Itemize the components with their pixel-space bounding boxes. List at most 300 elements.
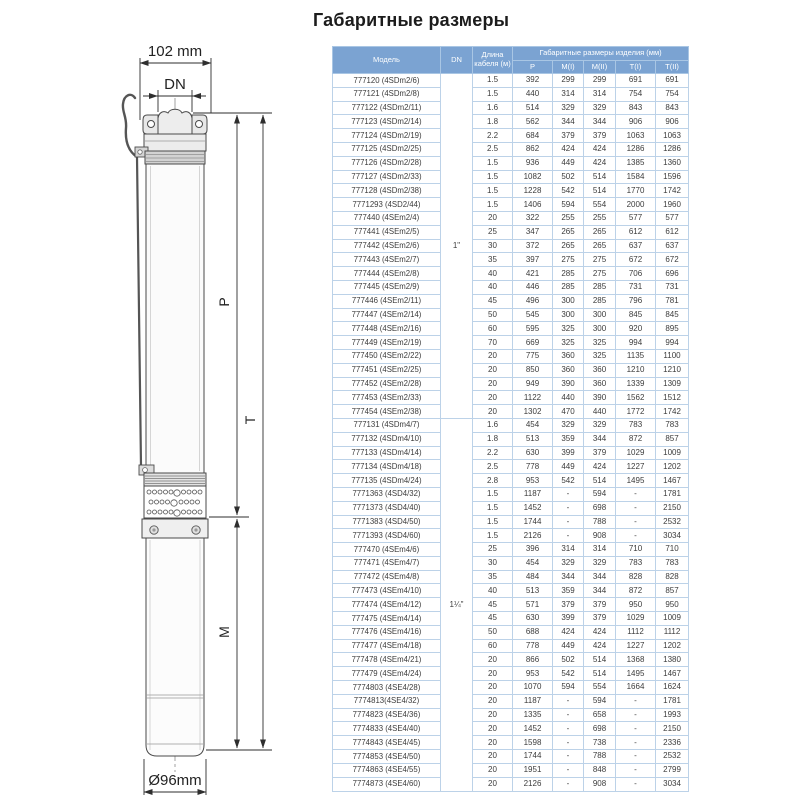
table-row — [333, 515, 689, 529]
m2-cell: 424 — [584, 142, 616, 156]
cable-length-cell: 20 — [473, 667, 513, 681]
model-cell: 7771373 (4SD4/40) — [333, 501, 441, 515]
t1-cell: 754 — [616, 87, 656, 101]
t1-cell: 843 — [616, 101, 656, 115]
t1-cell: 1664 — [616, 681, 656, 695]
p-cell: 866 — [513, 653, 553, 667]
t2-cell: 1202 — [656, 639, 689, 653]
m1-cell: - — [553, 501, 584, 515]
t1-cell: - — [616, 763, 656, 777]
cable-length-cell: 45 — [473, 598, 513, 612]
table-row — [333, 556, 689, 570]
table-row — [333, 584, 689, 598]
p-cell: 1452 — [513, 501, 553, 515]
m1-cell: 594 — [553, 681, 584, 695]
t2-cell: 672 — [656, 253, 689, 267]
m2-cell: 514 — [584, 667, 616, 681]
t2-cell: 857 — [656, 584, 689, 598]
cable-length-cell: 2.2 — [473, 129, 513, 143]
t2-cell: 2532 — [656, 515, 689, 529]
t1-cell: 1339 — [616, 377, 656, 391]
table-row — [333, 405, 689, 419]
cable-length-cell: 20 — [473, 377, 513, 391]
t2-cell: 1624 — [656, 681, 689, 695]
cable-length-cell: 20 — [473, 694, 513, 708]
model-cell: 777120 (4SDm2/6) — [333, 74, 441, 88]
p-cell: 513 — [513, 432, 553, 446]
cable-length-cell: 1.6 — [473, 101, 513, 115]
m2-cell: 738 — [584, 736, 616, 750]
t1-cell: 1772 — [616, 405, 656, 419]
t1-cell: 1770 — [616, 184, 656, 198]
t1-cell: 994 — [616, 336, 656, 350]
cable-length-cell: 2.8 — [473, 474, 513, 488]
m1-cell: 314 — [553, 543, 584, 557]
model-cell: 777470 (4SEm4/6) — [333, 543, 441, 557]
m1-cell: 399 — [553, 446, 584, 460]
table-row — [333, 253, 689, 267]
model-cell: 777449 (4SEm2/19) — [333, 336, 441, 350]
t1-cell: 1286 — [616, 142, 656, 156]
model-cell: 7771293 (4SD2/44) — [333, 198, 441, 212]
t2-cell: 1993 — [656, 708, 689, 722]
model-cell: 777135 (4SDm4/24) — [333, 474, 441, 488]
m1-cell: 424 — [553, 625, 584, 639]
p-cell: 2126 — [513, 777, 553, 791]
t1-cell: 637 — [616, 239, 656, 253]
m2-cell: 379 — [584, 129, 616, 143]
m1-cell: - — [553, 515, 584, 529]
t1-cell: 2000 — [616, 198, 656, 212]
model-cell: 777131 (4SDm4/7) — [333, 418, 441, 432]
t1-cell: 950 — [616, 598, 656, 612]
m2-cell: 329 — [584, 556, 616, 570]
p-cell: 1744 — [513, 750, 553, 764]
p-cell: 778 — [513, 460, 553, 474]
table-row — [333, 115, 689, 129]
m2-cell: 514 — [584, 653, 616, 667]
t2-cell: 1360 — [656, 156, 689, 170]
t1-cell: 1063 — [616, 129, 656, 143]
table-row — [333, 529, 689, 543]
t2-cell: 2150 — [656, 722, 689, 736]
t2-cell: 1596 — [656, 170, 689, 184]
m2-cell: 698 — [584, 501, 616, 515]
cable-length-cell: 20 — [473, 763, 513, 777]
t1-cell: 1227 — [616, 460, 656, 474]
cable-length-cell: 30 — [473, 556, 513, 570]
model-cell: 777127 (4SDm2/33) — [333, 170, 441, 184]
m2-cell: 344 — [584, 570, 616, 584]
model-cell: 777471 (4SEm4/7) — [333, 556, 441, 570]
m1-cell: 285 — [553, 280, 584, 294]
cable-length-cell: 1.5 — [473, 156, 513, 170]
cable-length-cell: 1.5 — [473, 184, 513, 198]
table-row — [333, 681, 689, 695]
dim-label-width: 102 mm — [147, 43, 203, 60]
p-cell: 440 — [513, 87, 553, 101]
p-cell: 775 — [513, 349, 553, 363]
model-cell: 7774863 (4SE4/55) — [333, 763, 441, 777]
t2-cell: 577 — [656, 211, 689, 225]
t2-cell: 3034 — [656, 777, 689, 791]
col-header-m1: M(I) — [553, 61, 584, 74]
t1-cell: - — [616, 515, 656, 529]
m2-cell: 379 — [584, 612, 616, 626]
p-cell: 630 — [513, 446, 553, 460]
table-row — [333, 129, 689, 143]
model-cell: 777121 (4SDm2/8) — [333, 87, 441, 101]
table-row — [333, 612, 689, 626]
p-cell: 688 — [513, 625, 553, 639]
cable-length-cell: 1.5 — [473, 529, 513, 543]
cable-length-cell: 45 — [473, 294, 513, 308]
model-cell: 7774843 (4SE4/45) — [333, 736, 441, 750]
m2-cell: 285 — [584, 294, 616, 308]
p-cell: 1406 — [513, 198, 553, 212]
table-row — [333, 598, 689, 612]
p-cell: 949 — [513, 377, 553, 391]
t1-cell: 731 — [616, 280, 656, 294]
m2-cell: 440 — [584, 405, 616, 419]
model-cell: 7774813(4SE4/32) — [333, 694, 441, 708]
dim-label-diameter: Ø96mm — [148, 772, 202, 789]
m2-cell: 514 — [584, 184, 616, 198]
table-row — [333, 487, 689, 501]
t1-cell: 577 — [616, 211, 656, 225]
cable-length-cell: 20 — [473, 681, 513, 695]
t2-cell: 1100 — [656, 349, 689, 363]
t2-cell: 2532 — [656, 750, 689, 764]
p-cell: 595 — [513, 322, 553, 336]
t2-cell: 696 — [656, 267, 689, 281]
model-cell: 777452 (4SEm2/28) — [333, 377, 441, 391]
model-cell: 777447 (4SEm2/14) — [333, 308, 441, 322]
table-row — [333, 349, 689, 363]
cable-length-cell: 2.5 — [473, 142, 513, 156]
t1-cell: 1029 — [616, 612, 656, 626]
p-cell: 1452 — [513, 722, 553, 736]
t2-cell: 1512 — [656, 391, 689, 405]
m1-cell: 360 — [553, 363, 584, 377]
m2-cell: 379 — [584, 598, 616, 612]
t2-cell: 1286 — [656, 142, 689, 156]
cable-length-cell: 20 — [473, 653, 513, 667]
m2-cell: 265 — [584, 239, 616, 253]
t2-cell: 1009 — [656, 446, 689, 460]
dn-cell: 1¼" — [441, 418, 473, 791]
m2-cell: 908 — [584, 777, 616, 791]
p-cell: 571 — [513, 598, 553, 612]
m2-cell: 325 — [584, 349, 616, 363]
t1-cell: 1210 — [616, 363, 656, 377]
table-row — [333, 750, 689, 764]
cable-length-cell: 2.2 — [473, 446, 513, 460]
m1-cell: 255 — [553, 211, 584, 225]
model-cell: 777479 (4SEm4/24) — [333, 667, 441, 681]
pump-head — [144, 134, 206, 151]
t1-cell: 845 — [616, 308, 656, 322]
m2-cell: 424 — [584, 460, 616, 474]
table-row — [333, 336, 689, 350]
table-row — [333, 763, 689, 777]
m2-cell: 698 — [584, 722, 616, 736]
p-cell: 1187 — [513, 694, 553, 708]
cable-length-cell: 20 — [473, 736, 513, 750]
table-row — [333, 184, 689, 198]
t2-cell: 895 — [656, 322, 689, 336]
table-row — [333, 708, 689, 722]
m2-cell: 360 — [584, 363, 616, 377]
model-cell: 777476 (4SEm4/16) — [333, 625, 441, 639]
m2-cell: 314 — [584, 543, 616, 557]
m2-cell: 360 — [584, 377, 616, 391]
m1-cell: 359 — [553, 432, 584, 446]
m2-cell: 424 — [584, 625, 616, 639]
p-cell: 1082 — [513, 170, 553, 184]
m1-cell: 542 — [553, 474, 584, 488]
cable-length-cell: 1.5 — [473, 74, 513, 88]
t2-cell: 637 — [656, 239, 689, 253]
cable-length-cell: 20 — [473, 349, 513, 363]
t2-cell: 1009 — [656, 612, 689, 626]
m2-cell: 424 — [584, 639, 616, 653]
p-cell: 421 — [513, 267, 553, 281]
m2-cell: 554 — [584, 681, 616, 695]
table-row — [333, 722, 689, 736]
m1-cell: 329 — [553, 556, 584, 570]
cable-length-cell: 1.5 — [473, 170, 513, 184]
m2-cell: 390 — [584, 391, 616, 405]
m2-cell: 594 — [584, 487, 616, 501]
model-cell: 777132 (4SDm4/10) — [333, 432, 441, 446]
t2-cell: 828 — [656, 570, 689, 584]
m1-cell: 502 — [553, 653, 584, 667]
m1-cell: - — [553, 722, 584, 736]
m2-cell: 848 — [584, 763, 616, 777]
cable-length-cell: 20 — [473, 363, 513, 377]
t2-cell: 843 — [656, 101, 689, 115]
model-cell: 777443 (4SEm2/7) — [333, 253, 441, 267]
m1-cell: 285 — [553, 267, 584, 281]
model-cell: 7774803 (4SE4/28) — [333, 681, 441, 695]
t1-cell: - — [616, 529, 656, 543]
p-cell: 778 — [513, 639, 553, 653]
table-row — [333, 418, 689, 432]
model-cell: 777472 (4SEm4/8) — [333, 570, 441, 584]
p-cell: 1598 — [513, 736, 553, 750]
m2-cell: 300 — [584, 322, 616, 336]
p-cell: 496 — [513, 294, 553, 308]
m2-cell: 594 — [584, 694, 616, 708]
t2-cell: 2336 — [656, 736, 689, 750]
m1-cell: 449 — [553, 639, 584, 653]
m1-cell: 360 — [553, 349, 584, 363]
m1-cell: 379 — [553, 129, 584, 143]
p-cell: 347 — [513, 225, 553, 239]
coupling-flange — [142, 519, 208, 538]
discharge-port — [158, 109, 192, 136]
m2-cell: 424 — [584, 156, 616, 170]
m1-cell: 594 — [553, 198, 584, 212]
t1-cell: 672 — [616, 253, 656, 267]
cable-length-cell: 20 — [473, 750, 513, 764]
t2-cell: 612 — [656, 225, 689, 239]
p-cell: 1122 — [513, 391, 553, 405]
t1-cell: 872 — [616, 584, 656, 598]
dimensions-table — [332, 46, 689, 792]
cable-length-cell: 45 — [473, 612, 513, 626]
m1-cell: - — [553, 777, 584, 791]
table-row — [333, 211, 689, 225]
cable-length-cell: 35 — [473, 253, 513, 267]
t2-cell: 1063 — [656, 129, 689, 143]
p-cell: 446 — [513, 280, 553, 294]
model-cell: 777122 (4SDm2/11) — [333, 101, 441, 115]
model-cell: 7771363 (4SD4/32) — [333, 487, 441, 501]
m1-cell: 329 — [553, 418, 584, 432]
p-cell: 545 — [513, 308, 553, 322]
m1-cell: 265 — [553, 225, 584, 239]
t2-cell: 1210 — [656, 363, 689, 377]
model-cell: 777448 (4SEm2/16) — [333, 322, 441, 336]
col-header-cable-length: Длина кабеля (м) — [473, 47, 513, 74]
t2-cell: 950 — [656, 598, 689, 612]
t2-cell: 906 — [656, 115, 689, 129]
cable-length-cell: 1.5 — [473, 515, 513, 529]
p-cell: 1302 — [513, 405, 553, 419]
t2-cell: 1467 — [656, 667, 689, 681]
m1-cell: 359 — [553, 584, 584, 598]
cable-length-cell: 60 — [473, 322, 513, 336]
m2-cell: 379 — [584, 446, 616, 460]
dn-cell: 1" — [441, 74, 473, 419]
p-cell: 322 — [513, 211, 553, 225]
m1-cell: 299 — [553, 74, 584, 88]
col-header-t2: T(II) — [656, 61, 689, 74]
table-row — [333, 653, 689, 667]
m1-cell: - — [553, 763, 584, 777]
t2-cell: 3034 — [656, 529, 689, 543]
t1-cell: 691 — [616, 74, 656, 88]
pump-body — [146, 164, 204, 473]
p-cell: 484 — [513, 570, 553, 584]
t2-cell: 1960 — [656, 198, 689, 212]
m2-cell: 658 — [584, 708, 616, 722]
m2-cell: 788 — [584, 515, 616, 529]
cable-length-cell: 20 — [473, 777, 513, 791]
cable-length-cell: 1.8 — [473, 432, 513, 446]
t2-cell: 2150 — [656, 501, 689, 515]
m1-cell: - — [553, 529, 584, 543]
m1-cell: 399 — [553, 612, 584, 626]
m1-cell: 300 — [553, 294, 584, 308]
cable-length-cell: 1.6 — [473, 418, 513, 432]
dim-label-pump-length: P — [216, 297, 232, 307]
p-cell: 1070 — [513, 681, 553, 695]
p-cell: 684 — [513, 129, 553, 143]
table-row — [333, 363, 689, 377]
t1-cell: 1368 — [616, 653, 656, 667]
m1-cell: 265 — [553, 239, 584, 253]
m1-cell: - — [553, 487, 584, 501]
table-row — [333, 198, 689, 212]
table-row — [333, 460, 689, 474]
m2-cell: 285 — [584, 280, 616, 294]
model-cell: 777441 (4SEm2/5) — [333, 225, 441, 239]
table-row — [333, 101, 689, 115]
table-row — [333, 239, 689, 253]
p-cell: 562 — [513, 115, 553, 129]
t2-cell: 1202 — [656, 460, 689, 474]
m1-cell: 449 — [553, 460, 584, 474]
t2-cell: 783 — [656, 556, 689, 570]
m2-cell: 554 — [584, 198, 616, 212]
pump-dimension-diagram — [0, 0, 330, 800]
table-row — [333, 777, 689, 791]
model-cell: 777442 (4SEm2/6) — [333, 239, 441, 253]
model-cell: 777123 (4SDm2/14) — [333, 115, 441, 129]
p-cell: 1187 — [513, 487, 553, 501]
p-cell: 392 — [513, 74, 553, 88]
cable-length-cell: 30 — [473, 239, 513, 253]
t1-cell: 920 — [616, 322, 656, 336]
cable-length-cell: 35 — [473, 570, 513, 584]
t2-cell: 783 — [656, 418, 689, 432]
m1-cell: 379 — [553, 598, 584, 612]
t2-cell: 1112 — [656, 625, 689, 639]
m1-cell: 275 — [553, 253, 584, 267]
p-cell: 1228 — [513, 184, 553, 198]
p-cell: 936 — [513, 156, 553, 170]
t1-cell: 706 — [616, 267, 656, 281]
t1-cell: - — [616, 750, 656, 764]
m1-cell: 300 — [553, 308, 584, 322]
t1-cell: - — [616, 501, 656, 515]
m1-cell: 449 — [553, 156, 584, 170]
model-cell: 777473 (4SEm4/10) — [333, 584, 441, 598]
p-cell: 397 — [513, 253, 553, 267]
cable-length-cell: 20 — [473, 211, 513, 225]
m1-cell: 329 — [553, 101, 584, 115]
model-cell: 777450 (4SEm2/22) — [333, 349, 441, 363]
t1-cell: 1385 — [616, 156, 656, 170]
model-cell: 777474 (4SEm4/12) — [333, 598, 441, 612]
m2-cell: 514 — [584, 170, 616, 184]
table-row — [333, 694, 689, 708]
cable-length-cell: 20 — [473, 722, 513, 736]
model-cell: 7774873 (4SE4/60) — [333, 777, 441, 791]
cable-length-cell: 20 — [473, 708, 513, 722]
m2-cell: 329 — [584, 101, 616, 115]
cable-length-cell: 1.8 — [473, 115, 513, 129]
model-cell: 777126 (4SDm2/28) — [333, 156, 441, 170]
cable-length-cell: 20 — [473, 391, 513, 405]
t1-cell: 872 — [616, 432, 656, 446]
p-cell: 372 — [513, 239, 553, 253]
m2-cell: 265 — [584, 225, 616, 239]
t2-cell: 781 — [656, 294, 689, 308]
col-header-t1: T(I) — [616, 61, 656, 74]
table-row — [333, 74, 689, 88]
p-cell: 1951 — [513, 763, 553, 777]
cable-length-cell: 40 — [473, 267, 513, 281]
model-cell: 7774853 (4SE4/50) — [333, 750, 441, 764]
m2-cell: 299 — [584, 74, 616, 88]
m1-cell: 344 — [553, 115, 584, 129]
t2-cell: 857 — [656, 432, 689, 446]
m1-cell: - — [553, 750, 584, 764]
